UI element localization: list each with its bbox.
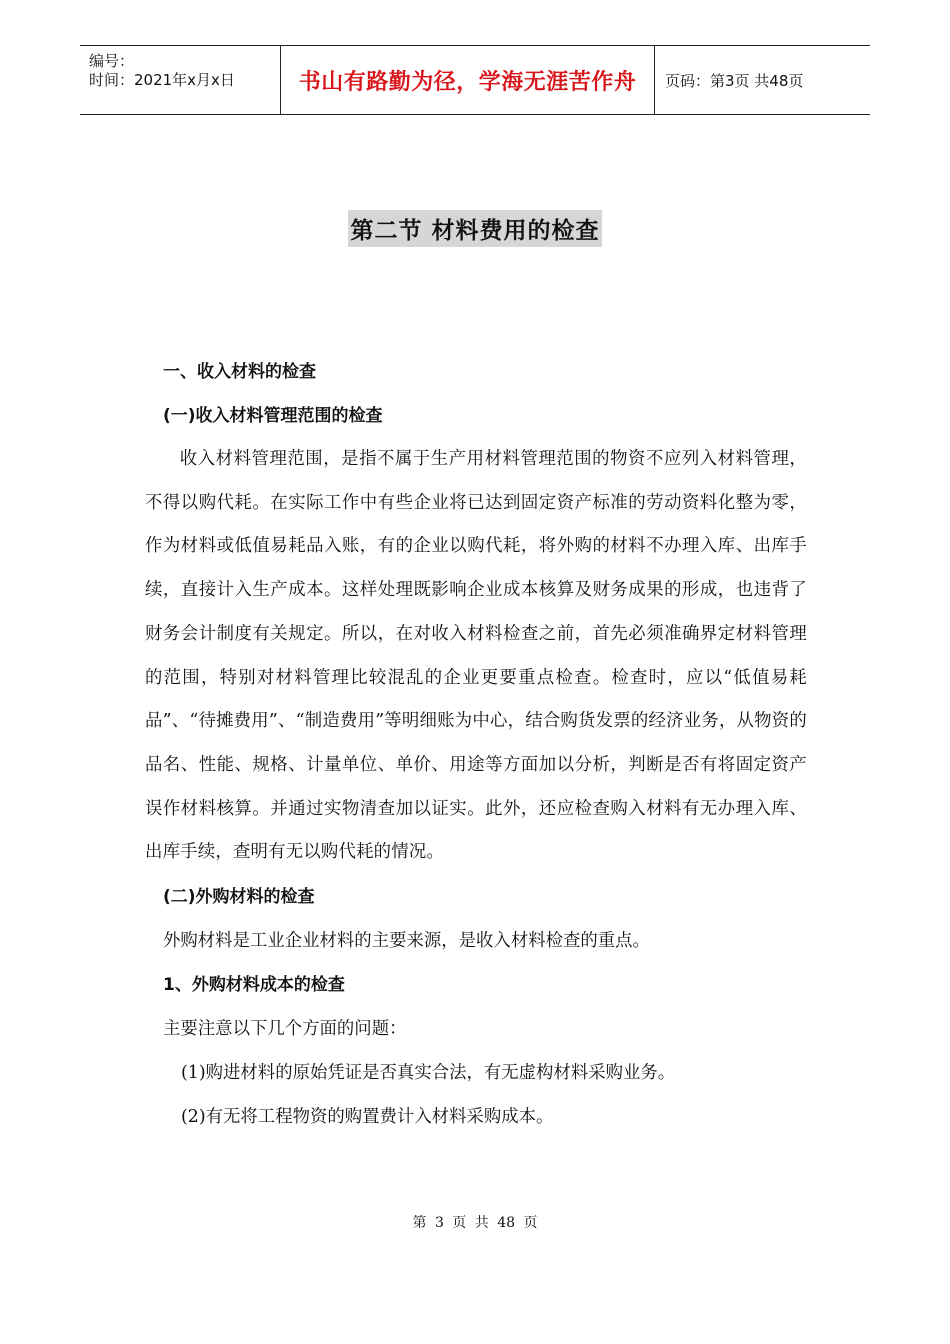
document-body — [145, 350, 807, 1139]
heading-purchased-materials: (二)外购材料的检查 — [163, 887, 315, 908]
header-meta — [80, 46, 281, 114]
header-motto: 书山有路勤为径，学海无涯苦作舟 — [281, 46, 655, 114]
list-item: (1)购进材料的原始凭证是否真实合法，有无虚构材料采购业务。 — [181, 1063, 676, 1084]
section-title-wrapper — [0, 210, 950, 247]
section-title: 第二节 材料费用的检查 — [348, 210, 601, 247]
header-page-number: 页码：第3页 共48页 — [665, 71, 804, 90]
page-header — [80, 45, 870, 115]
heading-management-scope: (一)收入材料管理范围的检查 — [163, 406, 383, 426]
paragraph-purchased-materials: 外购材料是工业企业材料的主要来源，是收入材料检查的重点。 — [163, 931, 650, 952]
list-item: (2)有无将工程物资的购置费计入材料采购成本。 — [181, 1107, 554, 1128]
paragraph-issues-intro: 主要注意以下几个方面的问题： — [163, 1019, 407, 1040]
heading-purchase-cost: 1、外购材料成本的检查 — [163, 975, 345, 996]
paragraph-management-scope: 收入材料管理范围，是指不属于生产用材料管理范围的物资不应列入材料管理，不得以购代耗。在实际工作中有些企业将已达到固定资产标准的劳动资料化整为零，作为材料或低值易耗品入账，有的企业以购代耗，将外购的材料不办理入库、出库手续，直接计入生产成本。这样处理既影响企业成本核算及财务成果的形成，也违背了财务会计制度有关规定。所以，在对收入材料检查之前，首先必须准确界定材料管理的范围，特别对材料管理比较混乱的企业更要重点检查。检查时，应以“低值易耗品”、“待摊费用”、“制造费用”等明细账为中心，结合购货发票的经济业务，从物资的品名、性能、规格、计量单位、单价、用途等方面加以分析，判断是否有将固定资产误作材料核算。并通过实物清查加以证实。此外，还应检查购入材料有无办理入库、出库手续，查明有无以购代耗的情况。 — [145, 449, 807, 863]
page-footer: 第 3 页 共 48 页 — [412, 1215, 538, 1231]
document-date: 时间：2021年x月x日 — [89, 71, 235, 89]
heading-income-materials: 一、收入材料的检查 — [163, 362, 316, 382]
document-number: 编号： — [89, 52, 135, 70]
